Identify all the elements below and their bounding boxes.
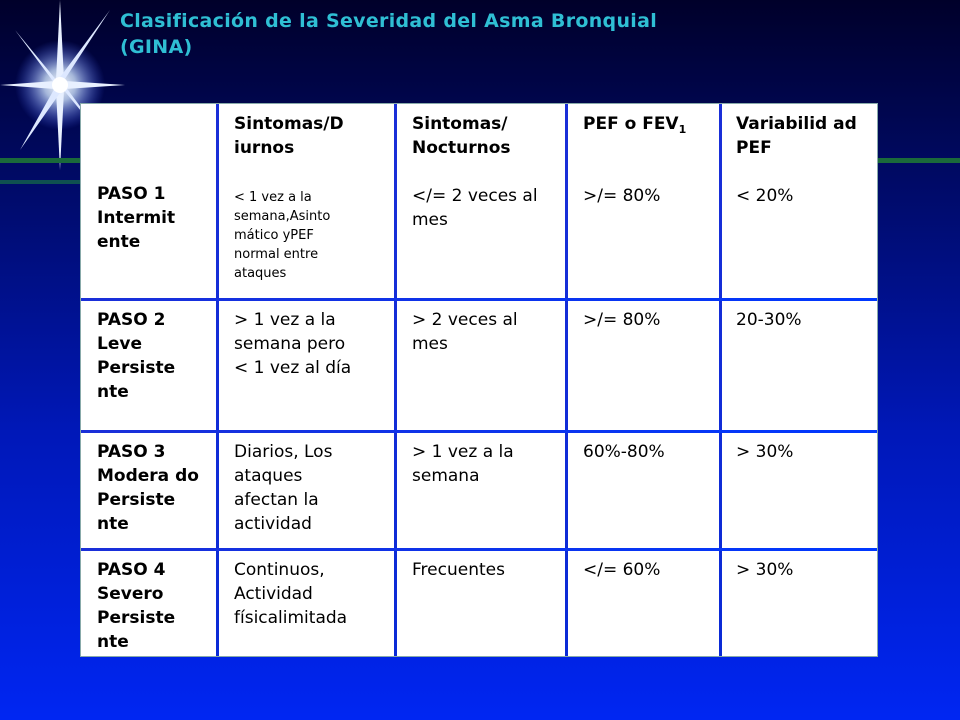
row-4-nocturnos: Frecuentes (412, 560, 505, 580)
header-pef-fev-subscript: 1 (678, 123, 687, 136)
grid-vline-2 (394, 104, 397, 656)
row-4-pef: </= 60% (583, 560, 661, 580)
decorative-stripe-bottom (0, 180, 80, 184)
row-2-nocturnos: > 2 veces al mes (412, 310, 518, 354)
row-2-variabilidad: 20-30% (736, 310, 802, 330)
header-pef-fev (569, 104, 719, 182)
row-4-paso: PASO 4 Severo Persiste nte (97, 560, 176, 652)
classification-table (80, 103, 878, 657)
row-1-variabilidad: < 20% (736, 186, 794, 206)
header-cell-empty (81, 104, 217, 182)
row-3-nocturnos: > 1 vez a la semana (412, 442, 514, 486)
header-sintomas-diurnos: Sintomas/D iurnos (234, 114, 344, 158)
header-sintomas-nocturnos: Sintomas/ Nocturnos (412, 114, 511, 158)
header-pef-fev-label: PEF o FEV (583, 114, 679, 134)
row-1-paso: PASO 1 Intermit ente (97, 184, 176, 252)
row-2-paso: PASO 2 Leve Persiste nte (97, 310, 176, 402)
row-1-nocturnos: </= 2 veces al mes (412, 186, 538, 230)
row-3-variabilidad: > 30% (736, 442, 794, 462)
grid-hline-1 (81, 298, 877, 301)
grid-vline-4 (719, 104, 722, 656)
row-4-variabilidad: > 30% (736, 560, 794, 580)
grid-vline-3 (565, 104, 568, 656)
row-3-diurnos: Diarios, Los ataques afectan la actividad (234, 442, 333, 534)
slide-title: Clasificación de la Severidad del Asma Bronquial (GINA) (120, 10, 658, 58)
row-2-diurnos: > 1 vez a la semana pero < 1 vez al día (234, 310, 352, 378)
row-1-diurnos: < 1 vez a la semana,Asinto mático yPEF normal entre ataques (234, 190, 331, 281)
header-variabilidad-pef: Variabilid ad PEF (736, 114, 857, 158)
grid-hline-2 (81, 430, 877, 433)
row-1-pef: >/= 80% (583, 186, 661, 206)
row-2-pef: >/= 80% (583, 310, 661, 330)
row-3-paso: PASO 3 Modera do Persiste nte (97, 442, 199, 534)
row-4-diurnos: Continuos, Actividad físicalimitada (234, 560, 348, 628)
grid-vline-1 (216, 104, 219, 656)
row-3-pef: 60%-80% (583, 442, 665, 462)
grid-hline-3 (81, 548, 877, 551)
